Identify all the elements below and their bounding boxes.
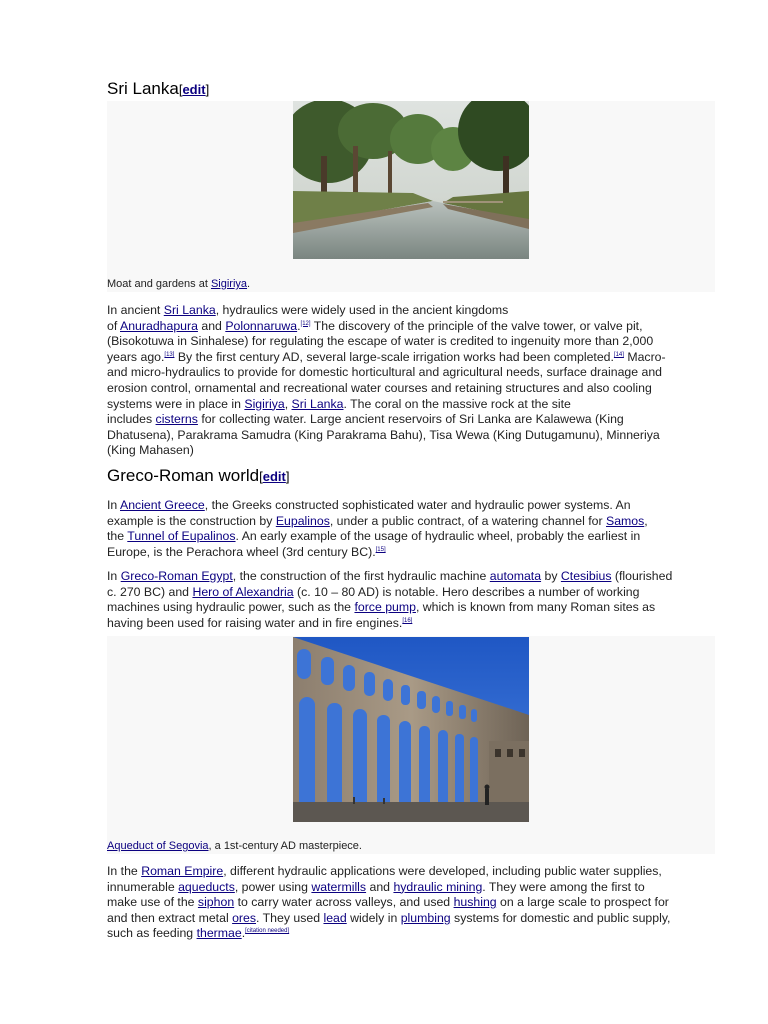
text-run: . (297, 318, 301, 333)
text-run: for collecting water. Large ancient reservoirs of Sri Lanka are Kalawewa (King (197, 412, 624, 427)
text-run: , which is known from many Roman sites as (415, 600, 656, 615)
text-run: make use of the (107, 895, 198, 910)
text-run: innumerable (107, 879, 179, 894)
caption-text-end: . (247, 278, 251, 290)
text-run: years ago. (107, 349, 165, 364)
link-watermills[interactable]: watermills (311, 879, 367, 894)
text-run: (flourished (611, 569, 673, 583)
text-run: by (541, 569, 561, 583)
text-run: . (241, 926, 246, 941)
section-heading-greco-roman (107, 466, 289, 486)
text-run: . They used (256, 910, 324, 925)
text-run: and then extract metal (107, 910, 233, 925)
text-run: having been used for raising water and in fire engines. (107, 615, 403, 630)
link-aqueducts[interactable]: aqueducts (178, 879, 235, 894)
text-run: systems for domestic and public supply, (450, 910, 671, 925)
text-run: Europe, is the Perachora wheel (3rd century BC). (107, 544, 376, 559)
text-line: and micro-hydraulics to provide for domestic horticultural and agricultural needs, surface drainage and (107, 365, 663, 380)
text-run: , (644, 513, 648, 528)
text-run: . They were among the first to (482, 879, 645, 894)
link-anuradhapura[interactable]: Anuradhapura (120, 318, 198, 333)
reference-13[interactable]: [13] (164, 351, 175, 358)
text-run: In ancient (107, 303, 164, 317)
link-thermae[interactable]: thermae (196, 926, 242, 941)
text-run: In (107, 569, 121, 583)
text-run: , different hydraulic applications were developed, including public water supplies, (223, 864, 662, 878)
link-aqueduct-of-segovia[interactable]: Aqueduct of Segovia (107, 840, 209, 852)
text-run: . The coral on the massive rock at the site (343, 396, 571, 411)
paragraph-greco-roman-egypt (107, 569, 717, 631)
text-run: , the Greeks constructed sophisticated water and hydraulic power systems. An (204, 498, 631, 512)
link-ctesibius[interactable]: Ctesibius (560, 569, 612, 583)
figure-caption-moat (107, 278, 250, 290)
text-run: In (107, 498, 120, 512)
paragraph-roman-empire (107, 864, 717, 942)
link-cisterns[interactable]: cisterns (155, 412, 198, 427)
text-run: By the first century AD, several large-scale irrigation works had been completed. (174, 349, 614, 364)
heading-text: Sri Lanka (107, 79, 179, 98)
text-run: c. 270 BC) and (107, 584, 193, 599)
link-polonnaruwa[interactable]: Polonnaruwa (225, 318, 298, 333)
link-ores[interactable]: ores (232, 910, 257, 925)
citation-needed-link[interactable]: [citation needed] (245, 928, 290, 935)
text-run: , under a public contract, of a watering channel for (329, 513, 607, 528)
caption-text: , a 1st-century AD masterpiece. (208, 840, 362, 852)
bracket-open: [ (178, 82, 183, 97)
link-lead[interactable]: lead (323, 910, 347, 925)
text-run: such as feeding (107, 926, 197, 941)
text-line: Dhatusena), Parakrama Samudra (King Parakrama Bahu), Tisa Wewa (King Dutugamunu), Minneriya (107, 427, 660, 442)
reference-16[interactable]: [16] (402, 617, 413, 624)
text-run: on a large scale to prospect for (496, 895, 669, 910)
text-line: erosion control, ornamental and recreational water courses and retaining structures and also cooling (107, 380, 652, 395)
link-ancient-greece[interactable]: Ancient Greece (120, 498, 205, 512)
aqueduct-photo-image[interactable] (293, 637, 529, 822)
text-run: and (366, 879, 394, 894)
link-plumbing[interactable]: plumbing (400, 910, 451, 925)
text-run: machines using hydraulic power, such as the (107, 600, 355, 615)
bracket-open: [ (259, 469, 263, 484)
bracket-close: ] (205, 82, 210, 97)
section-heading-sri-lanka (107, 79, 209, 99)
text-line: (Bisokotuwa in Sinhalese) for regulating the escape of water is credited to ingenuity more than 2,000 (107, 334, 654, 349)
text-run: , the construction of the first hydraulic machine (232, 569, 490, 583)
link-hydraulic-mining[interactable]: hydraulic mining (393, 879, 483, 894)
edit-section-link[interactable]: edit (182, 82, 206, 97)
paragraph-ancient-greece (107, 498, 717, 560)
reference-14[interactable]: [14] (613, 351, 624, 358)
paragraph-sri-lanka (107, 303, 717, 459)
text-run: . An early example of the usage of hydraulic wheel, probably the earliest in (235, 529, 641, 544)
link-siphon[interactable]: siphon (197, 895, 235, 910)
text-run: , hydraulics were widely used in the ancient kingdoms (215, 303, 509, 317)
reference-15[interactable]: [15] (375, 546, 386, 553)
link-roman-empire[interactable]: Roman Empire (141, 864, 224, 878)
text-run: and (197, 318, 226, 333)
link-samos[interactable]: Samos (606, 513, 645, 528)
link-sigiriya[interactable]: Sigiriya (244, 396, 285, 411)
reference-12[interactable]: [12] (300, 320, 311, 327)
edit-section-link[interactable]: edit (262, 469, 286, 484)
link-sigiriya-caption[interactable]: Sigiriya (210, 278, 248, 290)
text-run: , power using (234, 879, 312, 894)
text-run: includes (107, 412, 156, 427)
edit-section-link-wrapper (259, 469, 289, 484)
link-sri-lanka[interactable]: Sri Lanka (163, 303, 216, 317)
link-automata[interactable]: automata (489, 569, 542, 583)
text-run: widely in (346, 910, 401, 925)
text-line: (King Mahasen) (107, 443, 194, 458)
text-run: , (284, 396, 292, 411)
text-run: to carry water across valleys, and used (234, 895, 454, 910)
heading-text: Greco-Roman world (107, 466, 260, 485)
text-run: systems were in place in (107, 396, 245, 411)
text-run: (c. 10 – 80 AD) is notable. Hero describes a number of working (293, 584, 640, 599)
link-tunnel-of-eupalinos[interactable]: Tunnel of Eupalinos (127, 529, 236, 544)
link-hushing[interactable]: hushing (453, 895, 497, 910)
text-run: The discovery of the principle of the valve tower, or valve pit, (310, 318, 643, 333)
figure-moat (107, 101, 715, 292)
link-sri-lanka-2[interactable]: Sri Lanka (291, 396, 344, 411)
link-eupalinos[interactable]: Eupalinos (275, 513, 330, 528)
text-run: In the (107, 864, 142, 878)
caption-text: Moat and gardens at (107, 278, 211, 290)
text-run: Macro- (623, 349, 666, 364)
figure-caption-aqueduct (107, 840, 362, 852)
bracket-close: ] (285, 469, 290, 484)
text-run: the (107, 529, 128, 544)
text-run: example is the construction by (107, 513, 276, 528)
link-hero-of-alexandria[interactable]: Hero of Alexandria (192, 584, 294, 599)
figure-aqueduct (107, 636, 715, 854)
text-run: of (107, 318, 120, 333)
moat-photo-image[interactable] (293, 101, 529, 259)
link-greco-roman-egypt[interactable]: Greco-Roman Egypt (120, 569, 233, 583)
link-force-pump[interactable]: force pump (354, 600, 416, 615)
edit-section-link-wrapper (179, 82, 209, 97)
